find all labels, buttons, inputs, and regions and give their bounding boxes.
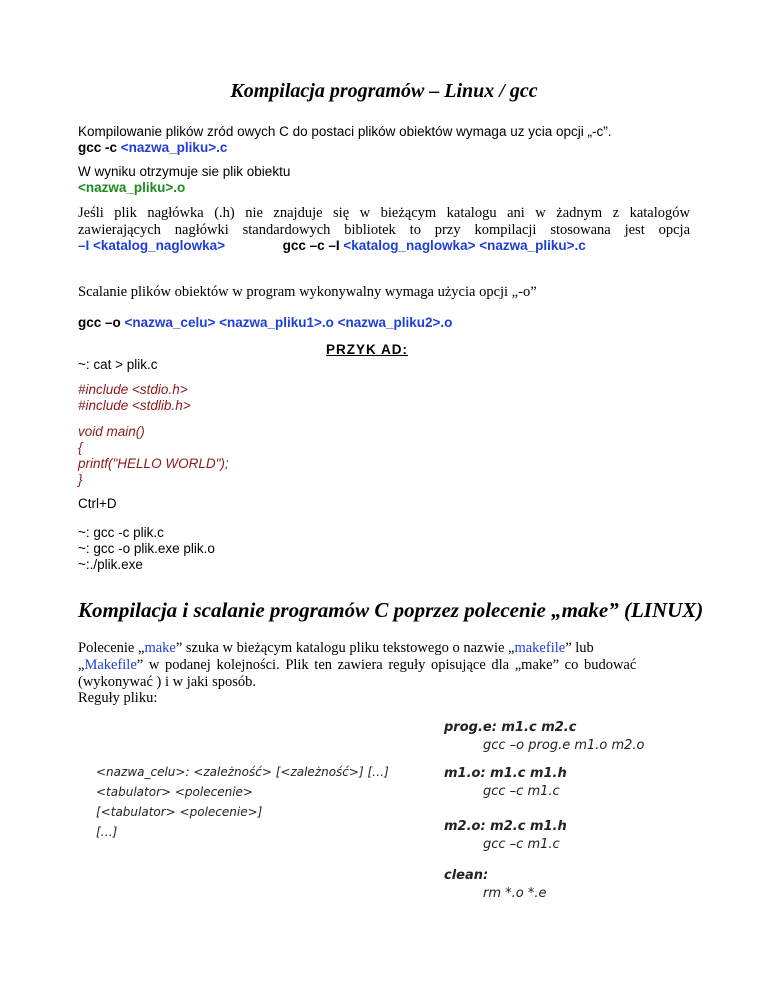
rule-syntax-line-1: <nazwa_celu>: <zależność> [<zależność>] […] [96, 765, 389, 779]
rule-syntax-line-4: […] [96, 825, 118, 839]
rule-syntax-line-2: <tabulator> <polecenie> [96, 785, 253, 799]
makefile-cmd-3: gcc –c m1.c [483, 837, 560, 852]
cmd-include-args: <katalog_naglowka> <nazwa_pliku>.c [343, 238, 586, 253]
header-paragraph-line2: zawierających nagłówki standardowych bibliotek to przy kompilacji stosowana jest opcja [78, 222, 690, 238]
include-option: –I <katalog_naglowka> [78, 238, 226, 253]
header-paragraph-line1: Jeśli plik nagłówka (.h) nie znajduje się w bieżącym katalogu ani w żadnym z katalogów [78, 205, 690, 221]
makefile-target-2: m1.o: m1.c m1.h [444, 766, 567, 781]
makefile-cmd-1: gcc –o prog.e m1.o m2.o [483, 738, 645, 753]
result-line: W wyniku otrzymuje sie plik obiektu [78, 164, 291, 179]
make-paragraph-line3: (wykonywać ) i w jaki sposób. [78, 674, 257, 690]
example-include-stdio: #include <stdio.h> [78, 382, 188, 397]
make-paragraph-line2: „Makefile” w podanej kolejności. Plik ten zawiera reguły opisujące dla „make” co budować [78, 657, 637, 673]
example-cmd-link: ~: gcc -o plik.exe plik.o [78, 541, 215, 556]
example-main-decl: void main() [78, 424, 145, 439]
example-heading: PRZYK AD: [326, 342, 408, 357]
example-printf: printf("HELLO WORLD"); [78, 456, 229, 471]
example-brace-close: } [78, 472, 83, 487]
make-paragraph-line1 [78, 640, 690, 656]
makefile-target-1: prog.e: m1.c m2.c [444, 720, 577, 735]
section-title-make: Kompilacja i scalanie programów C poprzez polecenie „make” (LINUX) [78, 598, 704, 622]
include-option-line [78, 238, 586, 254]
cmd-link-prefix: gcc –o [78, 315, 125, 330]
page-title: Kompilacja programów – Linux / gcc [230, 80, 538, 102]
rule-syntax-line-3: [<tabulator> <polecenie>] [96, 805, 263, 819]
result-object: <nazwa_pliku>.o [78, 180, 186, 195]
cmd-compile [78, 140, 227, 156]
makefile-target-4: clean: [444, 868, 489, 883]
cmd-link-args: <nazwa_celu> <nazwa_pliku1>.o <nazwa_pliku2>.o [124, 315, 453, 330]
cmd-link [78, 315, 452, 331]
make-keyword: make [144, 640, 176, 656]
makefile-capital-keyword: Makefile [84, 657, 137, 673]
example-brace-open: { [78, 440, 83, 455]
intro-line: Kompilowanie plików zród owych C do postaci plików obiektów wymaga uz ycia opcji „-c”. [78, 124, 612, 139]
makefile-target-3: m2.o: m2.c m1.h [444, 819, 567, 834]
makefile-cmd-4: rm *.o *.e [483, 886, 547, 901]
example-include-stdlib: #include <stdlib.h> [78, 398, 191, 413]
make-paragraph-line1-text: Polecenie „make” szuka w bieżącym katalogu pliku tekstowego o nazwie „makefile” lub [78, 640, 594, 656]
example-cmd-compile: ~: gcc -c plik.c [78, 525, 164, 540]
cmd-compile-prefix: gcc -c [78, 140, 121, 155]
example-cat-line: ~: cat > plik.c [78, 357, 158, 372]
example-ctrl-d: Ctrl+D [78, 496, 117, 511]
makefile-keyword: makefile [514, 640, 566, 656]
link-paragraph: Scalanie plików obiektów w program wykonywalny wymaga użycia opcji „-o” [78, 284, 537, 300]
example-cmd-run: ~:./plik.exe [78, 557, 143, 572]
makefile-cmd-2: gcc –c m1.c [483, 784, 560, 799]
cmd-include-prefix: gcc –c –I [282, 238, 344, 253]
cmd-compile-arg: <nazwa_pliku>.c [120, 140, 228, 155]
rules-label: Reguły pliku: [78, 690, 158, 706]
